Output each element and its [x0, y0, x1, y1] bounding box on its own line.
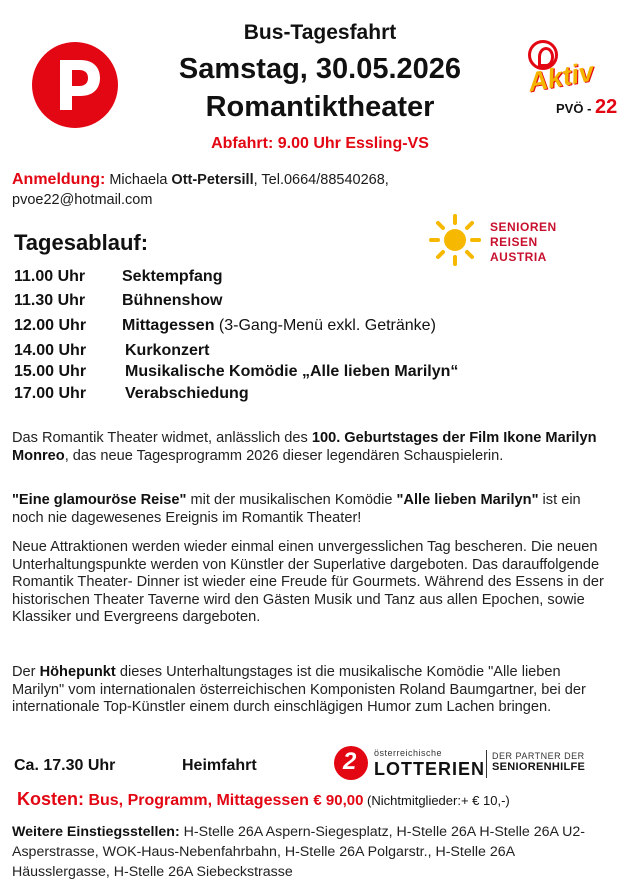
costs-label: Kosten:: [17, 789, 84, 809]
lotterien-logo: [330, 744, 620, 784]
highlight-paragraph: [12, 664, 612, 717]
header: [120, 20, 520, 154]
senioren-reisen-logo: [424, 212, 604, 270]
p1-text: Das Romantik Theater widmet, anlässlich des: [12, 430, 312, 446]
destination-title: Romantiktheater: [205, 91, 435, 123]
lotterien-senior: SENIORENHILFE: [492, 761, 586, 773]
lotterien-big: LOTTERIEN: [374, 759, 485, 779]
p2-text: mit der musikalischen Komödie: [186, 492, 397, 508]
aktiv-word: Aktiv: [525, 56, 597, 98]
schedule-activity-note: (3-Gang-Menü exkl. Getränke): [214, 317, 436, 334]
schedule-time: 17.00 Uhr: [14, 385, 87, 402]
schedule-activity: Kurkonzert: [125, 342, 210, 359]
schedule-activity: Sektempfang: [122, 268, 223, 285]
senioren-reisen-text: [490, 220, 557, 265]
schedule-time: 11.00 Uhr: [14, 268, 86, 285]
contact-email[interactable]: pvoe22@hotmail.com: [12, 192, 153, 208]
p2-title: "Eine glamouröse Reise": [12, 492, 187, 508]
return-time: Ca. 17.30 Uhr: [14, 757, 116, 774]
return-info: [14, 757, 257, 775]
pvo-number: 22: [595, 96, 618, 118]
boarding-stops: [12, 822, 612, 882]
schedule-activity: Bühnenshow: [122, 292, 223, 309]
schedule-time: 12.00 Uhr: [14, 317, 87, 334]
lotterien-icon: 2: [334, 746, 368, 780]
p4-text-end: dieses Unterhaltungstages ist die musikalische Komödie "Alle lieben Marilyn" vom internationalen österreichischen Komponisten Roland Baumgartner, bei der internationale Top-Künstler einem durch einschlägigen Humor zum Lachen bringen.: [12, 664, 586, 715]
glamour-paragraph: [12, 492, 612, 527]
seniors-line2: REISEN: [490, 235, 538, 249]
stops-text: H-Stelle 26A Aspern-Siegesplatz, H-Stelle 26A H-Stelle 26A U2-Asperstrasse, WOK-Haus-Nebenfahrbahn, H-Stelle 26A Polgarstr., H-Stelle 26A Häusslergasse, H-Stelle 26A Siebeckstrasse: [12, 824, 586, 880]
p-letter-icon: [32, 42, 118, 128]
registration-label: Anmeldung:: [12, 171, 106, 188]
p2-text-end: ist ein noch nie dagewesenes Ereignis im Romantik Theater!: [12, 492, 581, 526]
contact-first-name: Michaela: [105, 172, 172, 188]
pvo-aktiv-logo: [524, 40, 620, 116]
seniors-line3: AUSTRIA: [490, 250, 547, 264]
schedule-activity: Musikalische Komödie „Alle lieben Marilyn“: [125, 363, 459, 380]
registration-info: [12, 170, 482, 210]
trip-type: Bus-Tagesfahrt: [243, 21, 397, 44]
p4-highlight: Höhepunkt: [39, 664, 116, 680]
trip-date: Samstag, 30.05.2026: [178, 53, 462, 85]
sun-icon: [426, 214, 484, 266]
return-label: Heimfahrt: [182, 757, 257, 774]
schedule-time: 11.30 Uhr: [14, 292, 86, 309]
p1-text-end: , das neue Tagesprogramm 2026 dieser legendären Schauspielerin.: [64, 447, 504, 464]
p1-highlight: 100. Geburtstages der Film Ikone Marilyn Monreo: [12, 430, 597, 464]
intro-paragraph: [12, 430, 612, 465]
costs-note: (Nichtmitglieder:+ € 10,-): [363, 793, 510, 808]
contact-last-name: Ott-Petersill: [171, 172, 254, 188]
schedule-activity: [122, 315, 436, 337]
pvo-text: PVÖ -: [556, 101, 596, 116]
pvo-label: [556, 96, 617, 119]
p4-text: Der: [12, 664, 40, 680]
stops-label: Weitere Einstiegsstellen:: [12, 824, 180, 840]
schedule-activity: Verabschiedung: [125, 385, 249, 402]
costs-price: € 90,00: [313, 792, 364, 809]
schedule-title: Tagesablauf:: [14, 230, 149, 255]
attractions-paragraph: Neue Attraktionen werden wieder einmal einen unvergesslichen Tag bescheren. Die neuen Unterhaltungspunkte werden von Künstler der Superlative dargeboten. Das darauffolgende Romantik Theater- Dinner ist wieder eine Freude für Gourmets. Während des Essens in der historischen Theater Taverne wird den Gästen Musik und Tanz aus allen Epochen, sowie Klassiker und Evergreens dargeboten.: [12, 539, 604, 625]
p2-show: "Alle lieben Marilyn": [396, 492, 539, 508]
lotterien-partner: DER PARTNER DER: [492, 751, 585, 761]
p-logo: [32, 42, 118, 128]
schedule-time: 15.00 Uhr: [14, 363, 87, 380]
lotterien-divider: [486, 750, 487, 778]
costs-items: Bus, Programm, Mittagessen: [84, 792, 314, 809]
schedule-time: 14.00 Uhr: [14, 342, 87, 359]
seniors-line1: SENIOREN: [490, 220, 557, 234]
contact-phone: , Tel.0664/88540268,: [253, 172, 389, 188]
schedule-activity-main: Mittagessen: [122, 317, 215, 334]
departure-info: Abfahrt: 9.00 Uhr Essling-VS: [211, 135, 429, 152]
lotterien-small: österreichische: [374, 748, 443, 758]
costs-info: [17, 789, 510, 810]
